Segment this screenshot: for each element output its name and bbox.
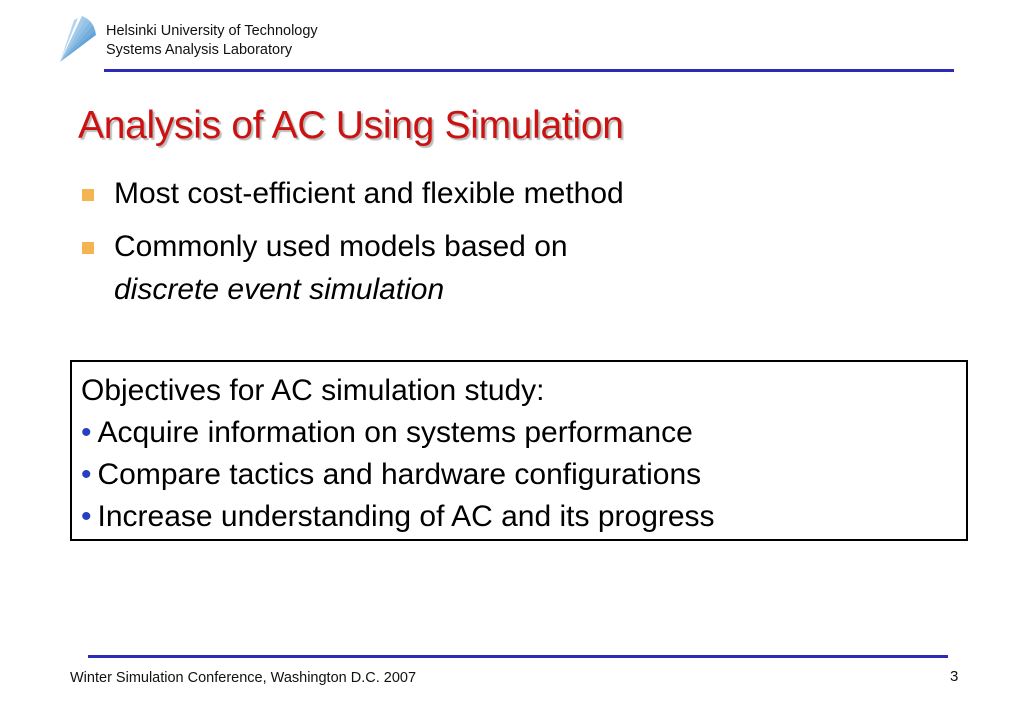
bullet-dot-icon: • [81,458,92,491]
bullet-list [80,172,624,321]
objectives-heading: Objectives for AC simulation study: [81,374,545,407]
footer-text: Winter Simulation Conference, Washington D.C. 2007 [70,670,417,686]
square-bullet-icon [82,242,94,254]
bullet-item [80,172,624,215]
objectives-list [81,412,715,538]
bullet-emphasis: discrete event simulation [114,273,445,306]
institution-line-2: Systems Analysis Laboratory [106,42,293,58]
university-logo-icon [56,14,100,64]
square-bullet-icon [82,189,94,201]
institution-line-1: Helsinki University of Technology [106,23,318,39]
bullet-text: Commonly used models based on [114,230,568,263]
objective-item [81,496,715,538]
objective-text: Acquire information on systems performance [97,416,693,449]
bullet-dot-icon: • [81,416,92,449]
bullet-item [80,225,624,311]
header-rule [104,69,954,72]
objectives-box [70,360,968,541]
bullet-dot-icon: • [81,500,92,533]
objective-item [81,412,715,454]
footer-rule [88,655,948,658]
page-number: 3 [950,668,959,685]
slide-title: Analysis of AC Using Simulation [78,104,624,147]
bullet-text: Most cost-efficient and flexible method [114,177,624,210]
objective-text: Increase understanding of AC and its progress [97,500,715,533]
objective-item [81,454,715,496]
objective-text: Compare tactics and hardware configurations [97,458,702,491]
institution-name [106,22,318,60]
